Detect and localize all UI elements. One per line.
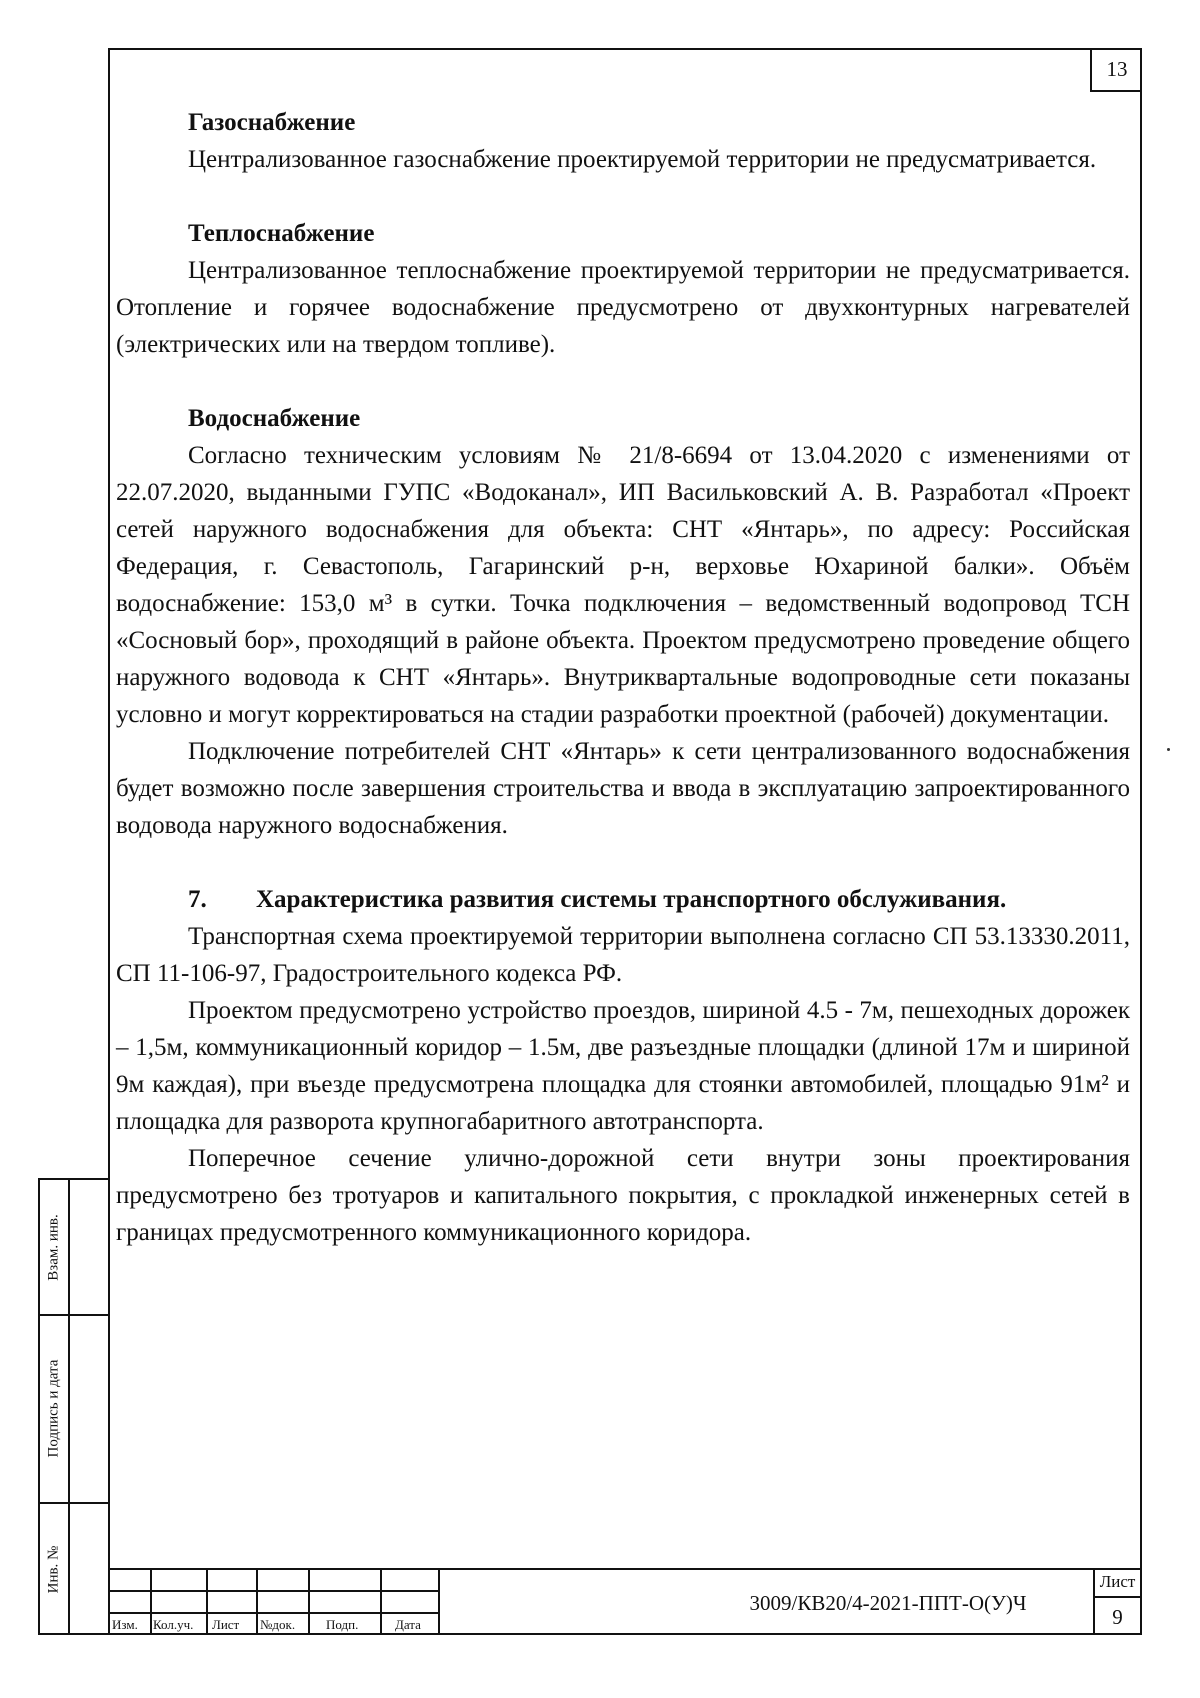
title-block xyxy=(108,1568,1142,1635)
sheet-label: Лист xyxy=(1099,1572,1136,1591)
header-list: Лист xyxy=(212,1617,240,1632)
document-code: 3009/КВ20/4-2021-ППТ-О(У)Ч xyxy=(749,1591,1027,1615)
page-number: 13 xyxy=(1090,48,1142,92)
paragraph-water-1: Согласно техническим условиям № 21/8-6694 от 13.04.2020 с изменениями от 22.07.2020, выданными ГУПС «Водоканал», ИП Васильковский А. В. Разработал «Проект сетей наружного водоснабжения для объекта: СНТ «Янтарь», по адресу: Российская Федерация, г. Севастополь, Гагаринский р-н, верховье Юхариной балки». Объём водоснабжение: 153,0 м³ в сутки. Точка подключения – ведомственный водопровод ТСН «Сосновый бор», проходящий в районе объекта. Проектом предусмотрено проведение общего наружного водовода к СНТ «Янтарь». Внутриквартальные водопроводные сети показаны условно и могут корректироваться на стадии разработки проектной (рабочей) документации. xyxy=(116,442,1130,728)
paragraph-transport-2: Проектом предусмотрено устройство проездов, шириной 4.5 - 7м, пешеходных дорожек – 1,5м, коммуникационный коридор – 1.5м, две разъездные площадки (длиной 17м и шириной 9м каждая), при въезде предусмотрена площадка для стоянки автомобилей, площадью 91м² и площадка для разворота крупногабаритного автотранспорта. xyxy=(116,997,1130,1135)
paragraph-water-2: Подключение потребителей СНТ «Янтарь» к сети централизованного водоснабжения будет возможно после завершения строительства и ввода в эксплуатацию запроектированного водовода наружного водоснабжения. xyxy=(116,738,1130,839)
document-body xyxy=(116,104,1130,1251)
header-podp: Подп. xyxy=(326,1617,359,1632)
section-7-heading xyxy=(116,881,1130,918)
scan-speck xyxy=(1167,748,1170,751)
side-stamp xyxy=(38,1178,108,1635)
label-vzam-inv: Взам. инв. xyxy=(45,1213,62,1281)
header-izm: Изм. xyxy=(112,1617,138,1632)
sheet-number: 9 xyxy=(1112,1604,1123,1629)
paragraph-transport-1: Транспортная схема проектируемой территории выполнена согласно СП 53.13330.2011, СП 11-106-97, Градостроительного кодекса РФ. xyxy=(116,923,1130,987)
heading-heat: Теплоснабжение xyxy=(188,220,375,247)
label-podpis-data: Подпись и дата xyxy=(45,1359,62,1457)
paragraph-heat: Централизованное теплоснабжение проектируемой территории не предусматривается. Отопление и горячее водоснабжение предусмотрено от двухконтурных нагревателей (электрических или на твердом топливе). xyxy=(116,257,1130,358)
header-data: Дата xyxy=(395,1617,421,1632)
header-no-dok: №док. xyxy=(260,1617,296,1632)
paragraph-gas: Централизованное газоснабжение проектируемой территории не предусматривается. xyxy=(188,146,1097,173)
label-inv-no: Инв. № xyxy=(45,1545,62,1594)
heading-gas: Газоснабжение xyxy=(188,109,356,136)
heading-water: Водоснабжение xyxy=(188,405,361,432)
header-kol-uch: Кол.уч. xyxy=(153,1617,194,1632)
section-title: Характеристика развития системы транспортного обслуживания. xyxy=(256,886,1007,913)
paragraph-transport-3: Поперечное сечение улично-дорожной сети внутри зоны проектирования предусмотрено без тротуаров и капитального покрытия, с прокладкой инженерных сетей в границах предусмотренного коммуникационного коридора. xyxy=(116,1145,1130,1246)
section-number: 7. xyxy=(188,886,207,913)
